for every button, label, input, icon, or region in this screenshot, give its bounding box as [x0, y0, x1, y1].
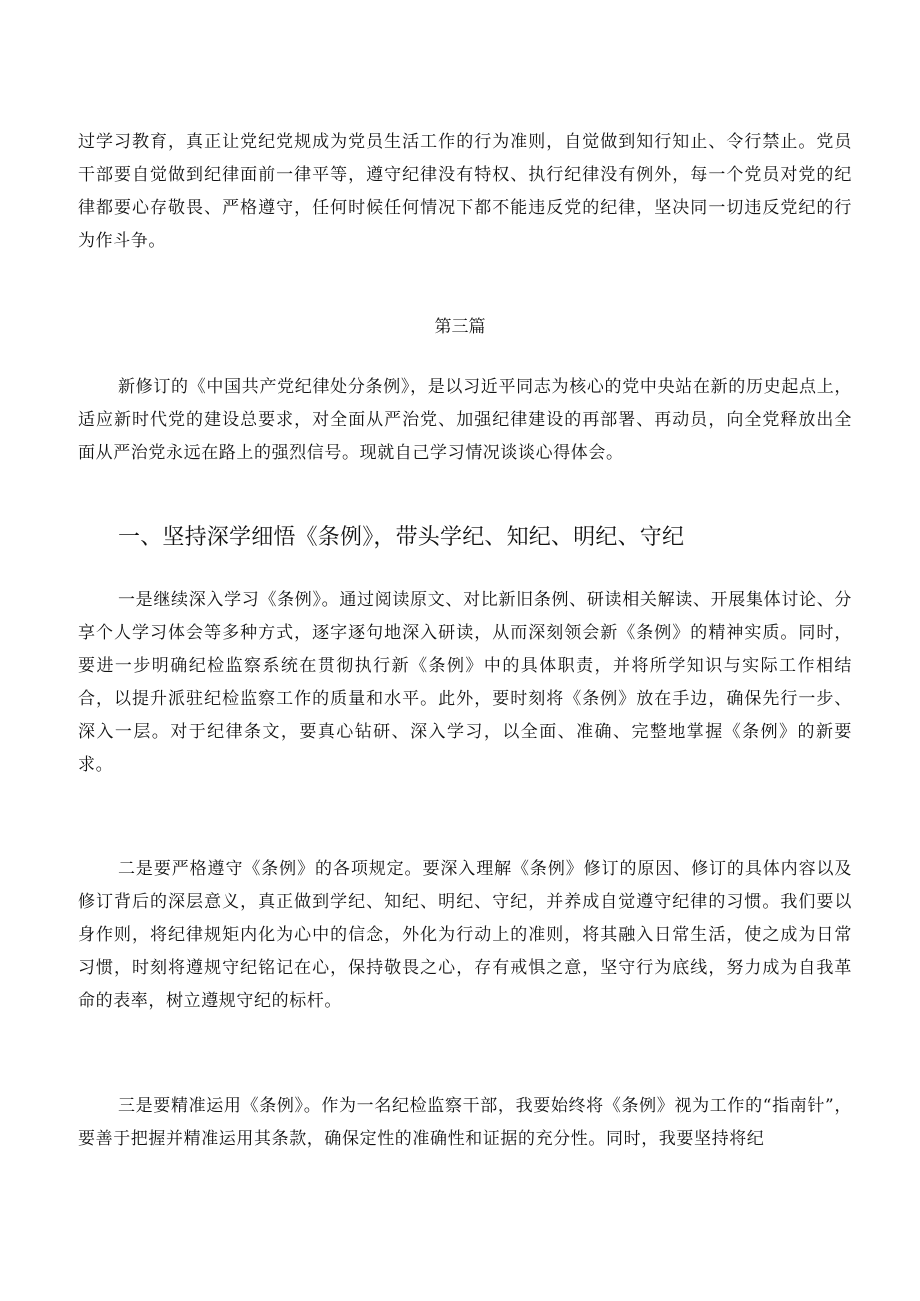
- heading-1: 一、坚持深学细悟《条例》，带头学纪、知纪、明纪、守纪: [118, 525, 685, 550]
- paragraph-point-1: 一是继续深入学习《条例》。通过阅读原文、对比新旧条例、研读相关解读、开展集体讨论、分享个人学习体会等多种方式，逐字逐句地深入研读，从而深刻领会新《条例》的精神实质。同时，要进一步明确纪检监察系统在贯彻执行新《条例》中的具体职责，并将所学知识与实际工作相结合，以提升派驻纪检监察工作的质量和水平。此外，要时刻将《条例》放在手边，确保先行一步、深入一层。对于纪律条文，要真心钻研、深入学习，以全面、准确、完整地掌握《条例》的新要求。: [78, 590, 852, 775]
- paragraph-section-intro: 新修订的《中国共产党纪律处分条例》，是以习近平同志为核心的党中央站在新的历史起点上，适应新时代党的建设总要求，对全面从严治党、加强纪律建设的再部署、再动员，向全党释放出全面从严治党永远在路上的强烈信号。现就自己学习情况谈谈心得体会。: [78, 377, 852, 463]
- paragraph-point-3: 三是要精准运用《条例》。作为一名纪检监察干部，我要始终将《条例》视为工作的“指南针”，要善于把握并精准运用其条款，确保定性的准确性和证据的充分性。同时，我要坚持将纪: [78, 1096, 852, 1149]
- paragraph-point-2: 二是要严格遵守《条例》的各项规定。要深入理解《条例》修订的原因、修订的具体内容以及修订背后的深层意义，真正做到学纪、知纪、明纪、守纪，并养成自觉遵守纪律的习惯。我们要以身作则，将纪律规矩内化为心中的信念，外化为行动上的准则，将其融入日常生活，使之成为日常习惯，时刻将遵规守纪铭记在心，保持敬畏之心，存有戒惧之意，坚守行为底线，努力成为自我革命的表率，树立遵规守纪的标杆。: [78, 859, 852, 1011]
- paragraph-intro: 过学习教育，真正让党纪党规成为党员生活工作的行为准则，自觉做到知行知止、令行禁止。党员干部要自觉做到纪律面前一律平等，遵守纪律没有特权、执行纪律没有例外，每一个党员对党的纪律都要心存敬畏、严格遵守，任何时候任何情况下都不能违反党的纪律，坚决同一切违反党纪的行为作斗争。: [78, 132, 852, 251]
- section-title: 第三篇: [434, 317, 486, 337]
